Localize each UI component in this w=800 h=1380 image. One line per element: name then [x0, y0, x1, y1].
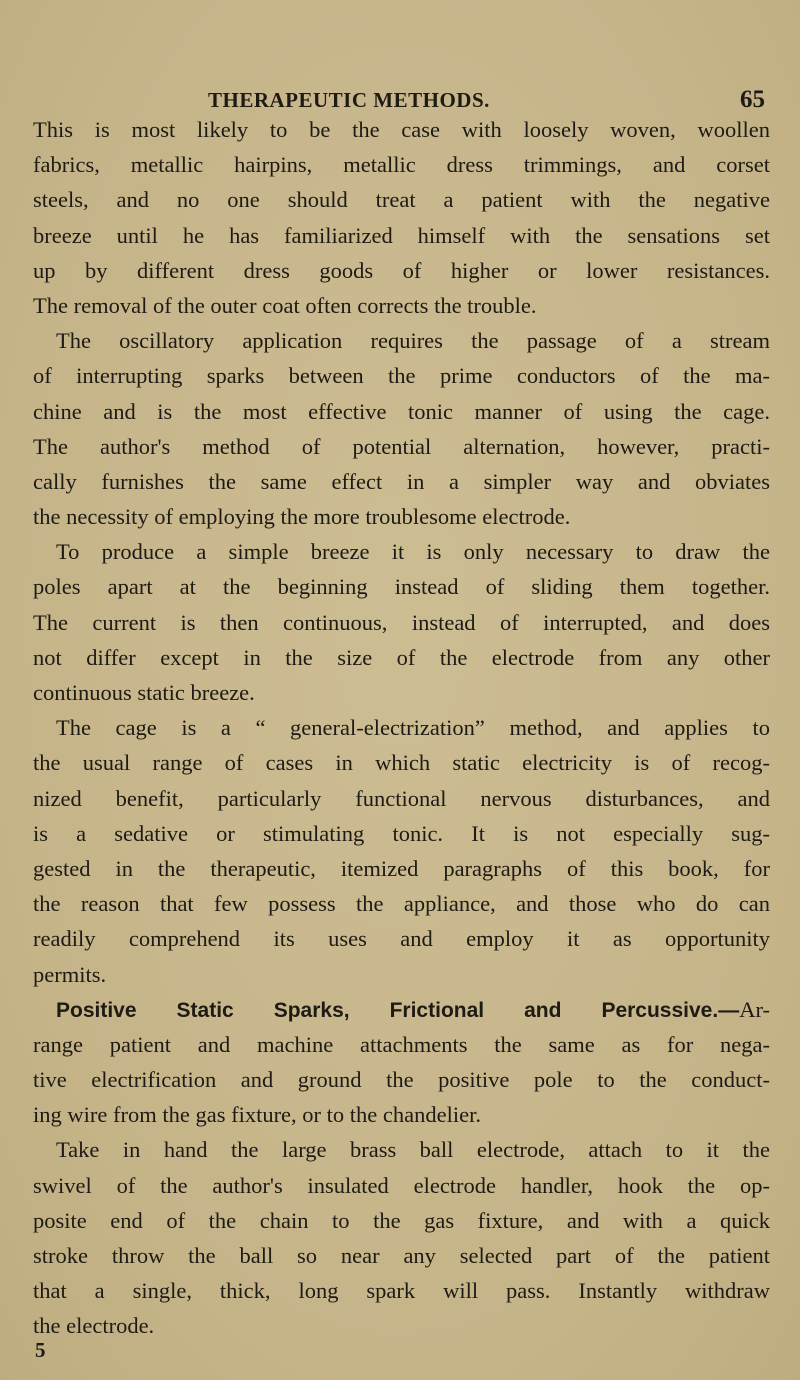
text-line: the necessity of employing the more troublesome electrode.: [33, 504, 571, 530]
text-line: breeze until he has familiarized himself with the sensations set: [33, 222, 770, 248]
text-line: continuous static breeze.: [33, 680, 255, 705]
text-line: range patient and machine attachments the same as for nega-: [33, 1031, 770, 1057]
text-line: that a single, thick, long spark will pass. Instantly withdraw: [33, 1278, 770, 1304]
text-line: permits.: [33, 961, 107, 987]
text-line: not differ except in the size of the electrode from any other: [33, 644, 770, 670]
text-line: steels, and no one should treat a patient with the negative: [33, 187, 770, 213]
text-line: To produce a simple breeze it is only necessary to draw the: [56, 539, 770, 565]
signature-mark: 5: [35, 1338, 46, 1362]
text-line: poles apart at the beginning instead of sliding them together.: [33, 574, 770, 600]
text-line: the usual range of cases in which static electricity is of recog-: [33, 750, 770, 776]
text-line: readily comprehend its uses and employ it as opportunity: [33, 926, 770, 952]
text-line: The removal of the outer coat often corrects the trouble.: [33, 292, 537, 318]
text-line: Take in hand the large brass ball electrode, attach to it the: [56, 1137, 770, 1163]
body-text: [33, 112, 770, 1344]
text-line: The cage is a “ general-electrization” method, and applies to: [56, 715, 770, 741]
text-line: the reason that few possess the appliance, and those who do can: [33, 891, 770, 917]
text-line: ing wire from the gas fixture, or to the chandelier.: [33, 1102, 481, 1128]
text-line: nized benefit, particularly functional nervous disturbances, and: [33, 785, 770, 811]
text-line-content: Ar-: [739, 996, 770, 1022]
text-line: This is most likely to be the case with loosely woven, woollen: [33, 117, 770, 142]
text-line: the electrode.: [33, 1313, 155, 1339]
text-line: up by different dress goods of higher or lower resistances.: [33, 257, 770, 283]
section-heading: Positive Static Sparks, Frictional and Percussive.—: [56, 998, 740, 1022]
text-line: fabrics, metallic hairpins, metallic dress trimmings, and corset: [33, 152, 770, 178]
text-line: posite end of the chain to the gas fixture, and with a quick: [33, 1207, 770, 1233]
text-line: cally furnishes the same effect in a simpler way and obviates: [33, 468, 770, 494]
text-line: swivel of the author's insulated electrode handler, hook the op-: [33, 1172, 770, 1198]
text-line: The current is then continuous, instead of interrupted, and does: [33, 609, 770, 635]
text-line: [33, 992, 770, 1027]
text-line: stroke throw the ball so near any selected part of the patient: [33, 1243, 770, 1268]
running-title: THERAPEUTIC METHODS.: [208, 88, 490, 112]
text-line: The oscillatory application requires the passage of a stream: [56, 328, 770, 354]
text-line: is a sedative or stimulating tonic. It is not especially sug-: [33, 820, 770, 846]
text-line: tive electrification and ground the positive pole to the conduct-: [33, 1067, 770, 1093]
text-line: gested in the therapeutic, itemized paragraphs of this book, for: [33, 855, 770, 881]
page-number: 65: [740, 86, 765, 113]
text-line: chine and is the most effective tonic manner of using the cage.: [33, 398, 770, 424]
text-line: of interrupting sparks between the prime conductors of the ma-: [33, 363, 770, 389]
text-line: The author's method of potential alternation, however, practi-: [33, 433, 770, 459]
